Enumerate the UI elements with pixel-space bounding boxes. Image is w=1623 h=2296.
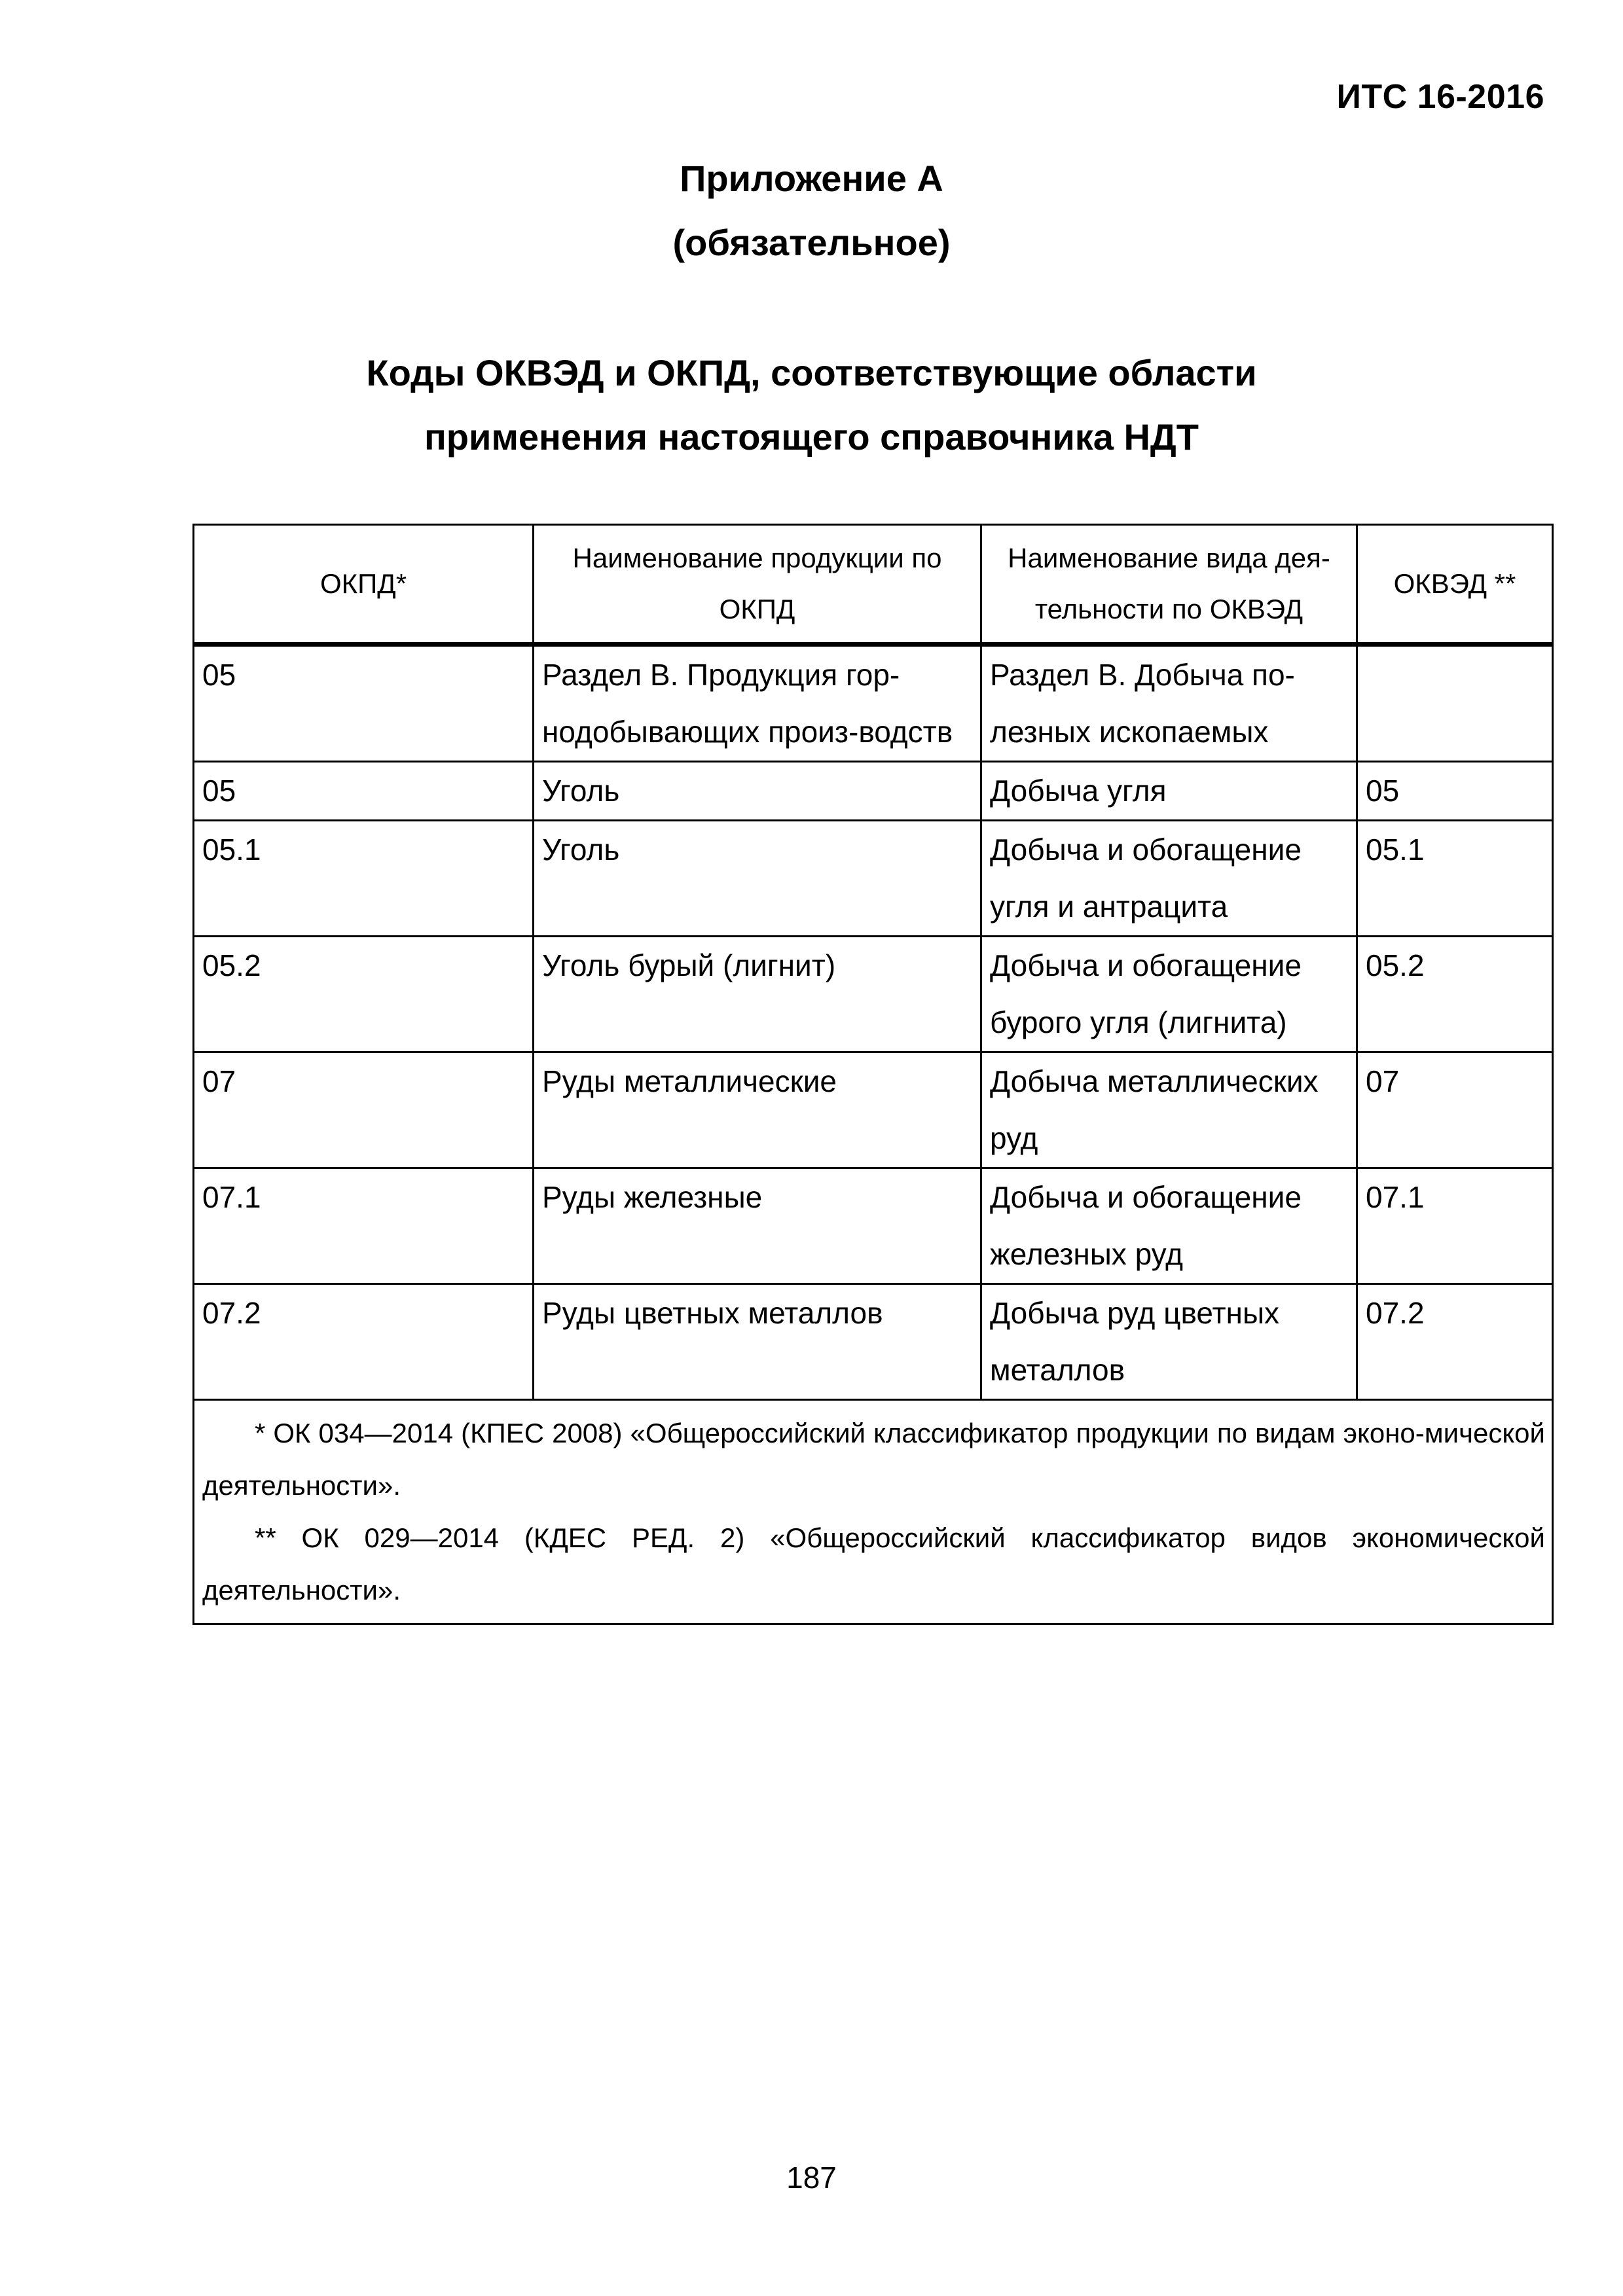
cell-product: Раздел В. Продукция гор-нодобывающих произ-водств	[534, 645, 981, 762]
table-notes	[194, 1400, 1553, 1624]
column-header-product-name: Наименование продукции по ОКПД	[534, 525, 981, 645]
cell-product: Уголь	[534, 762, 981, 821]
cell-activity: Добыча и обогащение угля и антрацита	[981, 821, 1357, 937]
cell-okved: 05	[1357, 762, 1553, 821]
cell-okpd: 05	[194, 762, 534, 821]
cell-product: Руды железные	[534, 1168, 981, 1284]
cell-okpd: 05	[194, 645, 534, 762]
footnote-okved: ** ОК 029—2014 (КДЕС РЕД. 2) «Общероссийский классификатор видов экономической деятельности».	[202, 1522, 1545, 1605]
codes-table	[192, 524, 1554, 1625]
cell-okved	[1357, 645, 1553, 762]
cell-activity: Добыча и обогащение железных руд	[981, 1168, 1357, 1284]
table-row	[194, 1168, 1553, 1284]
page-number: 187	[786, 2161, 837, 2195]
document-code: ИТС 16-2016	[1336, 78, 1544, 116]
cell-okpd: 07.2	[194, 1284, 534, 1400]
cell-okpd: 07	[194, 1052, 534, 1168]
cell-okved: 05.1	[1357, 821, 1553, 937]
column-header-okpd: ОКПД*	[194, 525, 534, 645]
cell-okved: 07.1	[1357, 1168, 1553, 1284]
appendix-title-line1: Коды ОКВЭД и ОКПД, соответствующие области	[366, 352, 1257, 393]
cell-product: Уголь бурый (лигнит)	[534, 937, 981, 1052]
cell-product: Уголь	[534, 821, 981, 937]
cell-activity: Раздел В. Добыча по-лезных ископаемых	[981, 645, 1357, 762]
footnote-okpd: * ОК 034—2014 (КПЕС 2008) «Общероссийский классификатор продукции по видам эконо-мической деятельности».	[202, 1418, 1545, 1501]
appendix-status: (обязательное)	[672, 222, 951, 263]
cell-okved: 05.2	[1357, 937, 1553, 1052]
table-row	[194, 1284, 1553, 1400]
table-row	[194, 762, 1553, 821]
cell-product: Руды металлические	[534, 1052, 981, 1168]
cell-product: Руды цветных металлов	[534, 1284, 981, 1400]
table-header-row	[194, 525, 1553, 645]
table-row	[194, 645, 1553, 762]
table-row	[194, 821, 1553, 937]
cell-activity: Добыча металлических руд	[981, 1052, 1357, 1168]
appendix-heading: Приложение А	[680, 158, 943, 199]
cell-activity: Добыча угля	[981, 762, 1357, 821]
cell-okpd: 05.2	[194, 937, 534, 1052]
cell-okved: 07.2	[1357, 1284, 1553, 1400]
cell-activity: Добыча руд цветных металлов	[981, 1284, 1357, 1400]
column-header-activity-name: Наименование вида дея-тельности по ОКВЭД	[981, 525, 1357, 645]
appendix-title-line2: применения настоящего справочника НДТ	[424, 416, 1199, 457]
cell-activity: Добыча и обогащение бурого угля (лигнита)	[981, 937, 1357, 1052]
cell-okpd: 07.1	[194, 1168, 534, 1284]
table-notes-row	[194, 1400, 1553, 1624]
table-row	[194, 937, 1553, 1052]
cell-okpd: 05.1	[194, 821, 534, 937]
column-header-okved: ОКВЭД **	[1357, 525, 1553, 645]
cell-okved: 07	[1357, 1052, 1553, 1168]
table-row	[194, 1052, 1553, 1168]
